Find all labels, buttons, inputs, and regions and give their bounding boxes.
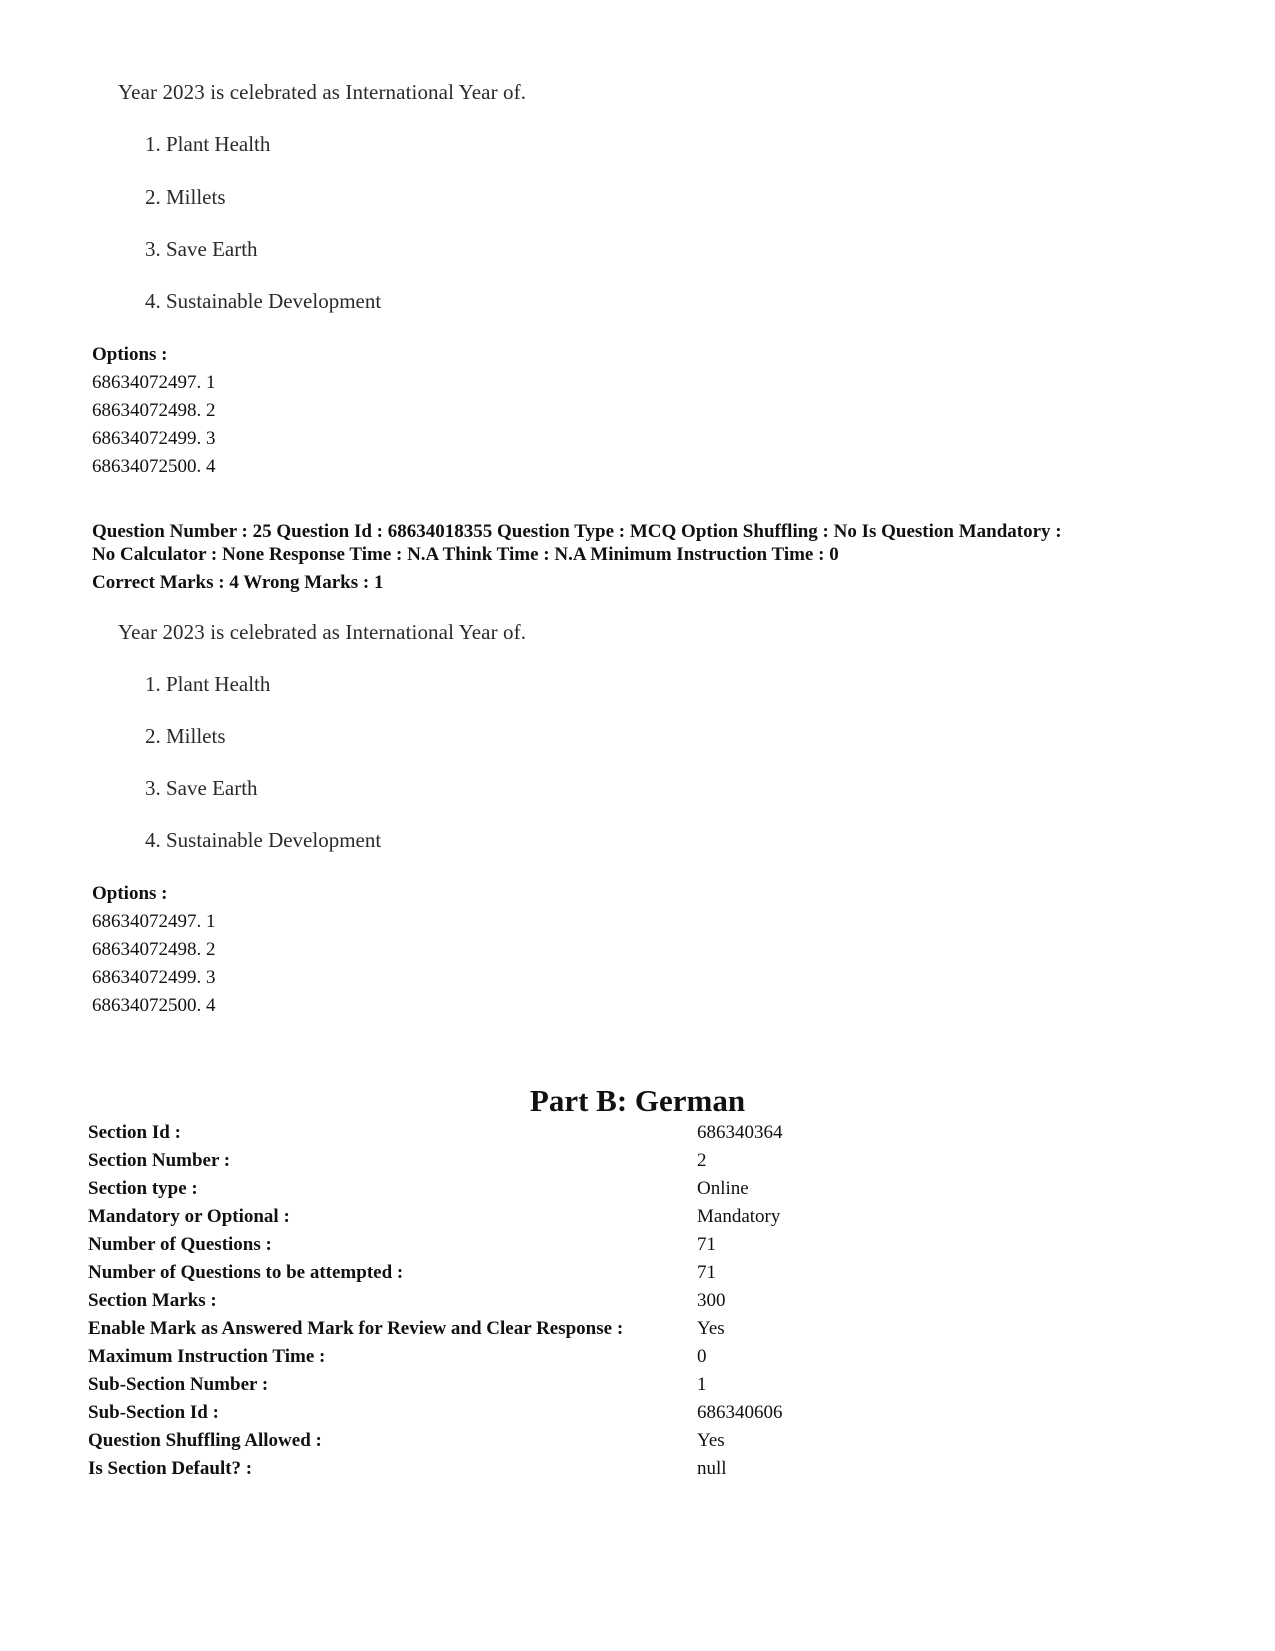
options-heading: Options : [92, 344, 168, 365]
option-line-4: 68634072500. 4 [92, 995, 216, 1016]
question-meta-line-1: Question Number : 25 Question Id : 68634018355 Question Type : MCQ Option Shuffling : No Is Question Mandatory : [92, 521, 1062, 542]
options-heading: Options : [92, 883, 168, 904]
max-instruction-time-value: 0 [697, 1346, 707, 1367]
enable-mark-label: Enable Mark as Answered Mark for Review and Clear Response : [88, 1318, 624, 1339]
section-marks-value: 300 [697, 1290, 726, 1311]
section-id-label: Section Id : [88, 1122, 181, 1143]
choice-4: 4. Sustainable Development [145, 828, 382, 852]
sub-section-id-value: 686340606 [697, 1402, 783, 1423]
option-line-3: 68634072499. 3 [92, 428, 216, 449]
choice-3: 3. Save Earth [145, 237, 258, 261]
section-number-label: Section Number : [88, 1150, 231, 1171]
choice-3: 3. Save Earth [145, 776, 258, 800]
mandatory-optional-label: Mandatory or Optional : [88, 1206, 290, 1227]
question-shuffling-label: Question Shuffling Allowed : [88, 1430, 322, 1451]
option-line-2: 68634072498. 2 [92, 400, 216, 421]
number-of-questions-label: Number of Questions : [88, 1234, 272, 1255]
option-line-1: 68634072497. 1 [92, 911, 216, 932]
option-line-4: 68634072500. 4 [92, 456, 216, 477]
is-section-default-value: null [697, 1458, 727, 1479]
enable-mark-value: Yes [697, 1318, 725, 1339]
choice-2: 2. Millets [145, 185, 226, 209]
section-type-label: Section type : [88, 1178, 198, 1199]
number-of-questions-value: 71 [697, 1234, 716, 1255]
questions-to-attempt-label: Number of Questions to be attempted : [88, 1262, 404, 1283]
marks-line: Correct Marks : 4 Wrong Marks : 1 [92, 572, 384, 593]
section-number-value: 2 [697, 1150, 707, 1171]
choice-4: 4. Sustainable Development [145, 289, 382, 313]
option-line-1: 68634072497. 1 [92, 372, 216, 393]
choice-1: 1. Plant Health [145, 672, 271, 696]
sub-section-id-label: Sub-Section Id : [88, 1402, 219, 1423]
sub-section-number-label: Sub-Section Number : [88, 1374, 269, 1395]
max-instruction-time-label: Maximum Instruction Time : [88, 1346, 326, 1367]
questions-to-attempt-value: 71 [697, 1262, 716, 1283]
part-title: Part B: German [529, 1083, 746, 1118]
section-id-value: 686340364 [697, 1122, 783, 1143]
choice-2: 2. Millets [145, 724, 226, 748]
question-text: Year 2023 is celebrated as International Year of. [118, 80, 527, 104]
section-marks-label: Section Marks : [88, 1290, 217, 1311]
option-line-2: 68634072498. 2 [92, 939, 216, 960]
is-section-default-label: Is Section Default? : [88, 1458, 253, 1479]
section-type-value: Online [697, 1178, 749, 1199]
mandatory-optional-value: Mandatory [697, 1206, 781, 1227]
question-shuffling-value: Yes [697, 1430, 725, 1451]
choice-1: 1. Plant Health [145, 132, 271, 156]
question-meta-line-2: No Calculator : None Response Time : N.A Think Time : N.A Minimum Instruction Time : 0 [92, 544, 839, 565]
option-line-3: 68634072499. 3 [92, 967, 216, 988]
question-text: Year 2023 is celebrated as International Year of. [118, 620, 527, 644]
sub-section-number-value: 1 [697, 1374, 707, 1395]
